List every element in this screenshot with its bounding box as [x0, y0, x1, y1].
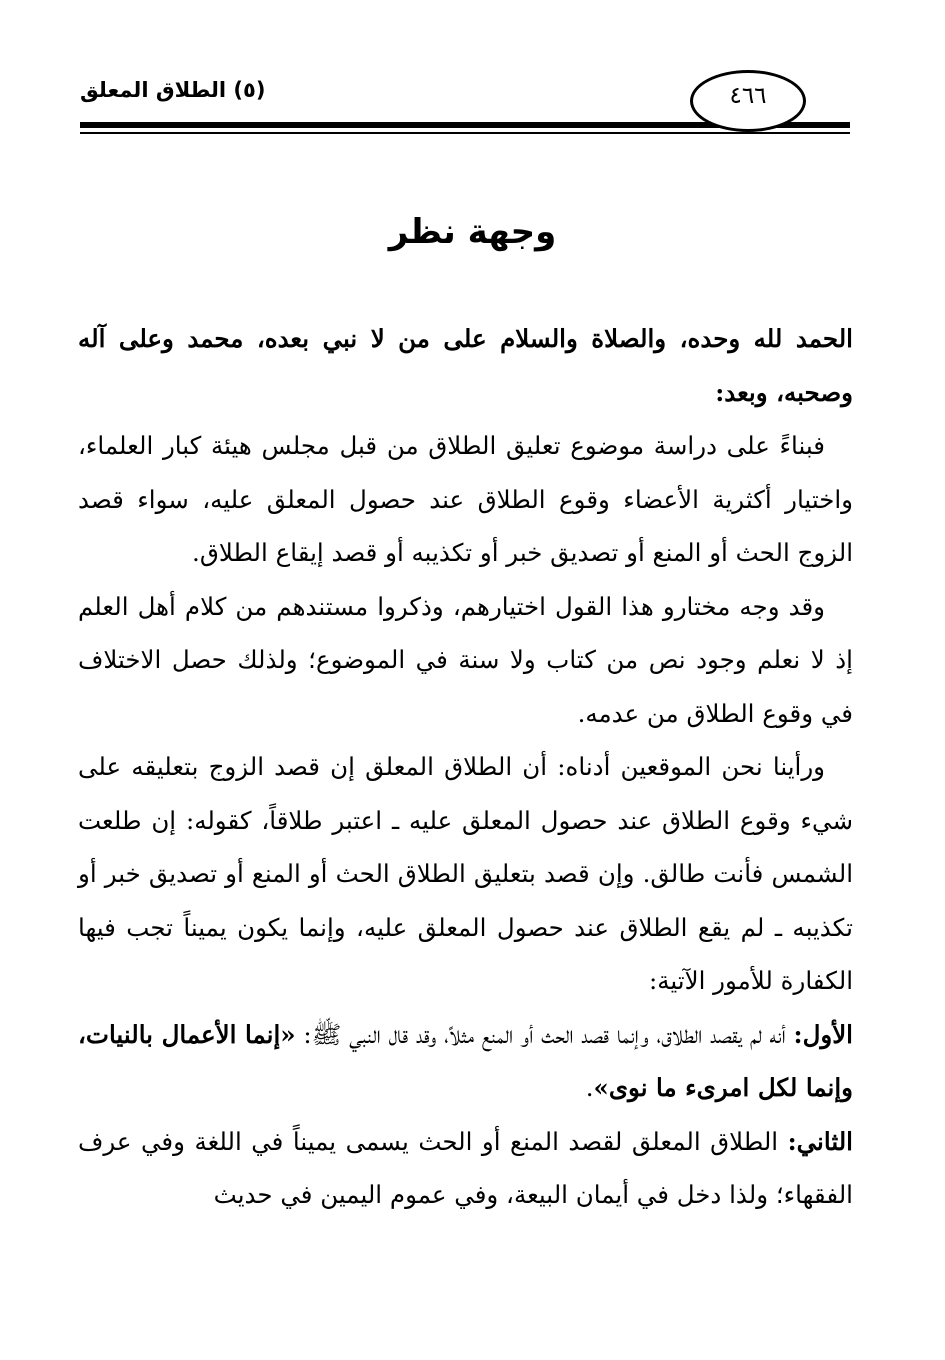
reason-label: الأول: — [793, 1019, 853, 1049]
paragraph-second-reason — [78, 1115, 853, 1222]
paragraph-first-reason — [78, 1008, 853, 1115]
reason-text: أنه لم يقصد الطلاق، وإنما قصد الحث أو المنع مثلاً، وقد قال النبي ﷺ: — [295, 1019, 794, 1049]
reason-end: . — [585, 1073, 594, 1102]
opening-paragraph: الحمد لله وحده، والصلاة والسلام على من لا نبي بعده، محمد وعلى آله وصحبه، وبعد: — [78, 324, 853, 407]
paragraph: وقد وجه مختارو هذا القول اختيارهم، وذكروا مستندهم من كلام أهل العلم إذ لا نعلم وجود نص من كتاب ولا سنة في الموضوع؛ ولذلك حصل الاختلاف في وقوع الطلاق من عدمه. — [78, 591, 853, 728]
reason-label: الثاني: — [787, 1126, 853, 1156]
body-text — [78, 312, 853, 1222]
paragraph: فبناءً على دراسة موضوع تعليق الطلاق من قبل مجلس هيئة كبار العلماء، واختيار أكثرية الأعضاء وقوع الطلاق عند حصول المعلق عليه، سواء قصد الزوج الحث أو المنع أو تصديق خبر أو تكذيبه أو قصد إيقاع الطلاق. — [78, 431, 853, 567]
paragraph: ورأينا نحن الموقعين أدناه: أن الطلاق المعلق إن قصد الزوج بتعليقه على شيء وقوع الطلاق عند حصول المعلق عليه ـ اعتبر طلاقاً، كقوله: إن طلعت الشمس فأنت طالق. وإن قصد بتعليق الطلاق الحث أو المنع أو تصديق خبر أو تكذيبه ـ لم يقع الطلاق عند حصول المعلق عليه، وإنما يكون يميناً تجب فيها الكفارة للأمور الآتية: — [78, 752, 853, 995]
header-rule-thin — [80, 132, 850, 134]
section-title: وجهة نظر — [388, 212, 557, 252]
page-number: ٤٦٦ — [729, 83, 767, 109]
hadith-quote: «إنما الأعمال بالنيات، وإنما لكل امرىء ما نوى» — [78, 1019, 853, 1102]
running-header-title: (٥) الطلاق المعلق — [80, 78, 266, 102]
page-number-oval — [690, 70, 806, 132]
reason-text: الطلاق المعلق لقصد المنع أو الحث يسمى يميناً في اللغة وفي عرف الفقهاء؛ ولذا دخل في أيمان البيعة، وفي عموم اليمين في حديث — [78, 1126, 853, 1209]
